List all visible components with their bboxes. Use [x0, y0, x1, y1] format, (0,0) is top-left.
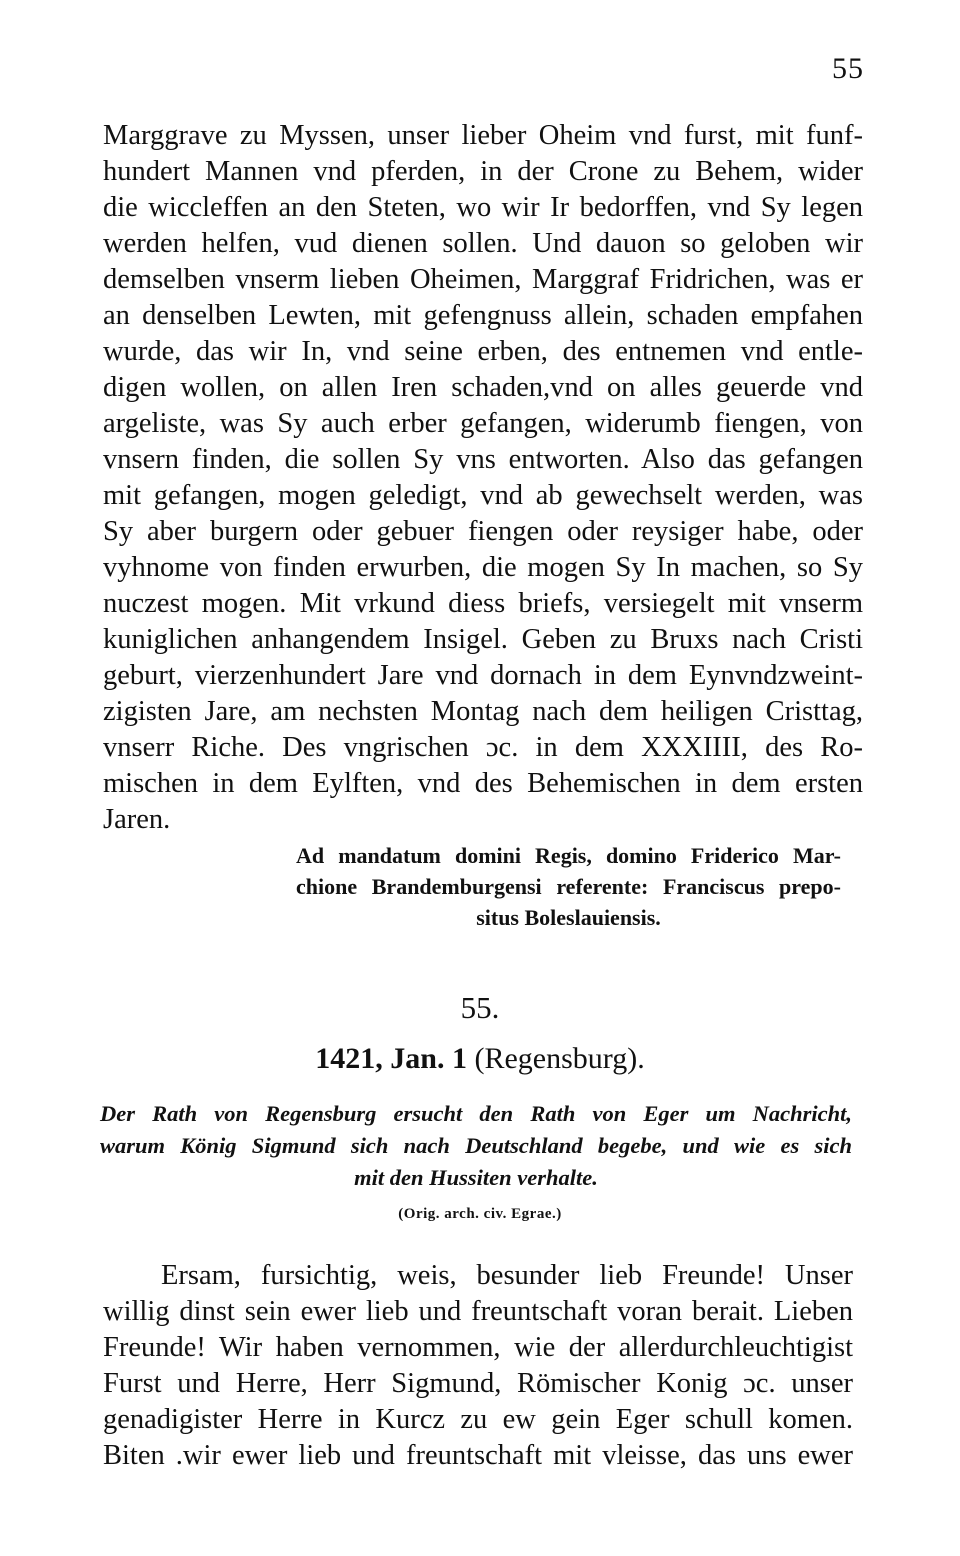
text-line: mischen in dem Eylften, vnd des Behemischen in dem ersten	[103, 768, 863, 799]
previous-document-text	[103, 118, 863, 838]
text-line: mit gefangen, mogen geledigt, vnd ab gewechselt werden, was	[103, 480, 863, 511]
signature-line: chione Brandemburgensi referente: Franciscus prepo-	[296, 874, 841, 899]
letter-line: genadigister Herre in Kurcz zu ew gein Eger schull komen.	[103, 1404, 853, 1435]
text-line: zigisten Jare, am nechsten Montag nach dem heiligen Cristtag,	[103, 696, 863, 727]
text-line: geburt, vierzenhundert Jare vnd dornach in dem Eynvndzweint-	[103, 660, 863, 691]
text-line: Jaren.	[103, 804, 171, 835]
summary-line: warum König Sigmund sich nach Deutschland begebe, und wie es sich	[100, 1133, 852, 1158]
text-line: demselben vnserm lieben Oheimen, Marggraf Fridrichen, was er	[103, 264, 863, 295]
text-line: vyhnome von finden erwurben, die mogen Sy In machen, so Sy	[103, 552, 863, 583]
text-line: argeliste, was Sy auch erber gefangen, widerumb fiengen, von	[103, 408, 863, 439]
text-line: Marggrave zu Myssen, unser lieber Oheim vnd furst, mit funf-	[103, 120, 863, 151]
letter-line: Freunde! Wir haben vernommen, wie der allerdurchleuchtigist	[103, 1332, 853, 1363]
text-line: wurde, das wir In, vnd seine erben, des entnemen vnd entle-	[103, 336, 863, 367]
archive-source: (Orig. arch. civ. Egrae.)	[398, 1206, 562, 1222]
text-line: Sy aber burgern oder gebuer fiengen oder reysiger habe, oder	[103, 516, 863, 547]
text-line: die wiccleffen an den Steten, wo wir Ir bedorffen, vnd Sy legen	[103, 192, 863, 223]
signature-line: situs Boleslauiensis.	[476, 905, 661, 930]
text-line: nuczest mogen. Mit vrkund diess briefs, versiegelt mit vnserm	[103, 588, 863, 619]
summary-line: mit den Hussiten verhalte.	[354, 1165, 598, 1190]
text-line: kuniglichen anhangendem Insigel. Geben zu Bruxs nach Cristi	[103, 624, 863, 655]
document-summary	[100, 1098, 852, 1194]
document-date: 1421, Jan. 1	[315, 1042, 467, 1075]
page-number: 55	[832, 52, 864, 85]
text-line: an denselben Lewten, mit gefengnuss allein, schaden empfahen	[103, 300, 863, 331]
text-line: werden helfen, vud dienen sollen. Und dauon so geloben wir	[103, 228, 863, 259]
text-line: vnserr Riche. Des vngrischen ɔc. in dem XXXIIII, des Ro-	[103, 732, 863, 763]
signature-line: Ad mandatum domini Regis, domino Friderico Mar-	[296, 843, 841, 868]
letter-line: Biten .wir ewer lieb und freuntschaft mit vleisse, das uns ewer	[103, 1440, 853, 1471]
letter-line: Furst und Herre, Herr Sigmund, Römischer Konig ɔc. unser	[103, 1368, 853, 1399]
document-date-heading	[0, 1042, 960, 1076]
letter-line: Ersam, fursichtig, weis, besunder lieb Freunde! Unser	[161, 1260, 853, 1291]
document-number: 55.	[460, 990, 500, 1025]
letter-text	[103, 1258, 853, 1474]
summary-line: Der Rath von Regensburg ersucht den Rath von Eger um Nachricht,	[100, 1101, 852, 1126]
text-line: vnsern finden, die sollen Sy vns entworten. Also das gefangen	[103, 444, 863, 475]
document-place: (Regensburg).	[474, 1042, 645, 1075]
text-line: digen wollen, on allen Iren schaden,vnd on alles geuerde vnd	[103, 372, 863, 403]
text-line: hundert Mannen vnd pferden, in der Crone zu Behem, wider	[103, 156, 863, 187]
chancery-signature	[296, 840, 841, 933]
letter-line: willig dinst sein ewer lieb und freuntschaft voran berait. Lieben	[103, 1296, 853, 1327]
